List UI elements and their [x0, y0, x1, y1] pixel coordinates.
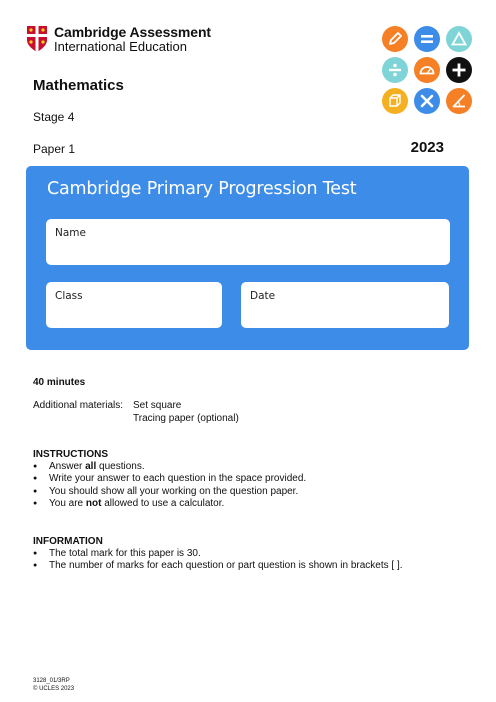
date-field[interactable]: [241, 282, 449, 328]
material-item: Tracing paper (optional): [133, 413, 239, 424]
subject-title: Mathematics: [33, 77, 124, 94]
instruction-item: ● You should show all your working on the question paper.: [33, 486, 306, 498]
year-label: 2023: [410, 139, 444, 156]
subject-icon-grid: [382, 26, 472, 114]
multiply-icon: [414, 88, 440, 114]
instructions-heading: INSTRUCTIONS: [33, 449, 108, 460]
date-field-label: Date: [250, 290, 276, 302]
paper-code: 3128_01/3RP: [33, 678, 70, 684]
additional-materials: [33, 399, 239, 424]
name-field-label: Name: [55, 227, 86, 239]
plus-icon: [446, 57, 472, 83]
logo-line-1: Cambridge Assessment: [54, 23, 211, 40]
instruction-item: ● Write your answer to each question in the space provided.: [33, 473, 306, 485]
test-banner: [26, 166, 469, 350]
information-item: ● The number of marks for each question or part question is shown in brackets [ ].: [33, 560, 403, 572]
instruction-item: ● You are not allowed to use a calculator.: [33, 498, 306, 510]
triangle-icon: [446, 26, 472, 52]
shield-icon: [26, 25, 48, 53]
angle-icon: [446, 88, 472, 114]
copyright: © UCLES 2023: [33, 686, 75, 692]
banner-title: Cambridge Primary Progression Test: [47, 179, 357, 199]
information-heading: INFORMATION: [33, 536, 103, 547]
materials-label: Additional materials:: [33, 400, 124, 411]
instructions-list: [33, 461, 306, 511]
instruction-item: ● Answer all questions.: [33, 461, 306, 473]
pencil-icon: [382, 26, 408, 52]
stage-label: Stage 4: [33, 110, 75, 124]
paper-label: Paper 1: [33, 142, 76, 156]
protractor-icon: [414, 57, 440, 83]
cambridge-logo: [26, 24, 211, 54]
information-item: ● The total mark for this paper is 30.: [33, 548, 403, 560]
cube-icon: [382, 88, 408, 114]
name-field[interactable]: [46, 219, 450, 265]
equals-icon: [414, 26, 440, 52]
duration-label: 40 minutes: [33, 377, 86, 388]
footer: [33, 677, 74, 693]
class-field-label: Class: [55, 290, 83, 302]
class-field[interactable]: [46, 282, 222, 328]
divide-icon: [382, 57, 408, 83]
material-item: Set square: [133, 400, 182, 411]
information-list: [33, 548, 403, 573]
logo-line-2: International Education: [54, 38, 187, 54]
